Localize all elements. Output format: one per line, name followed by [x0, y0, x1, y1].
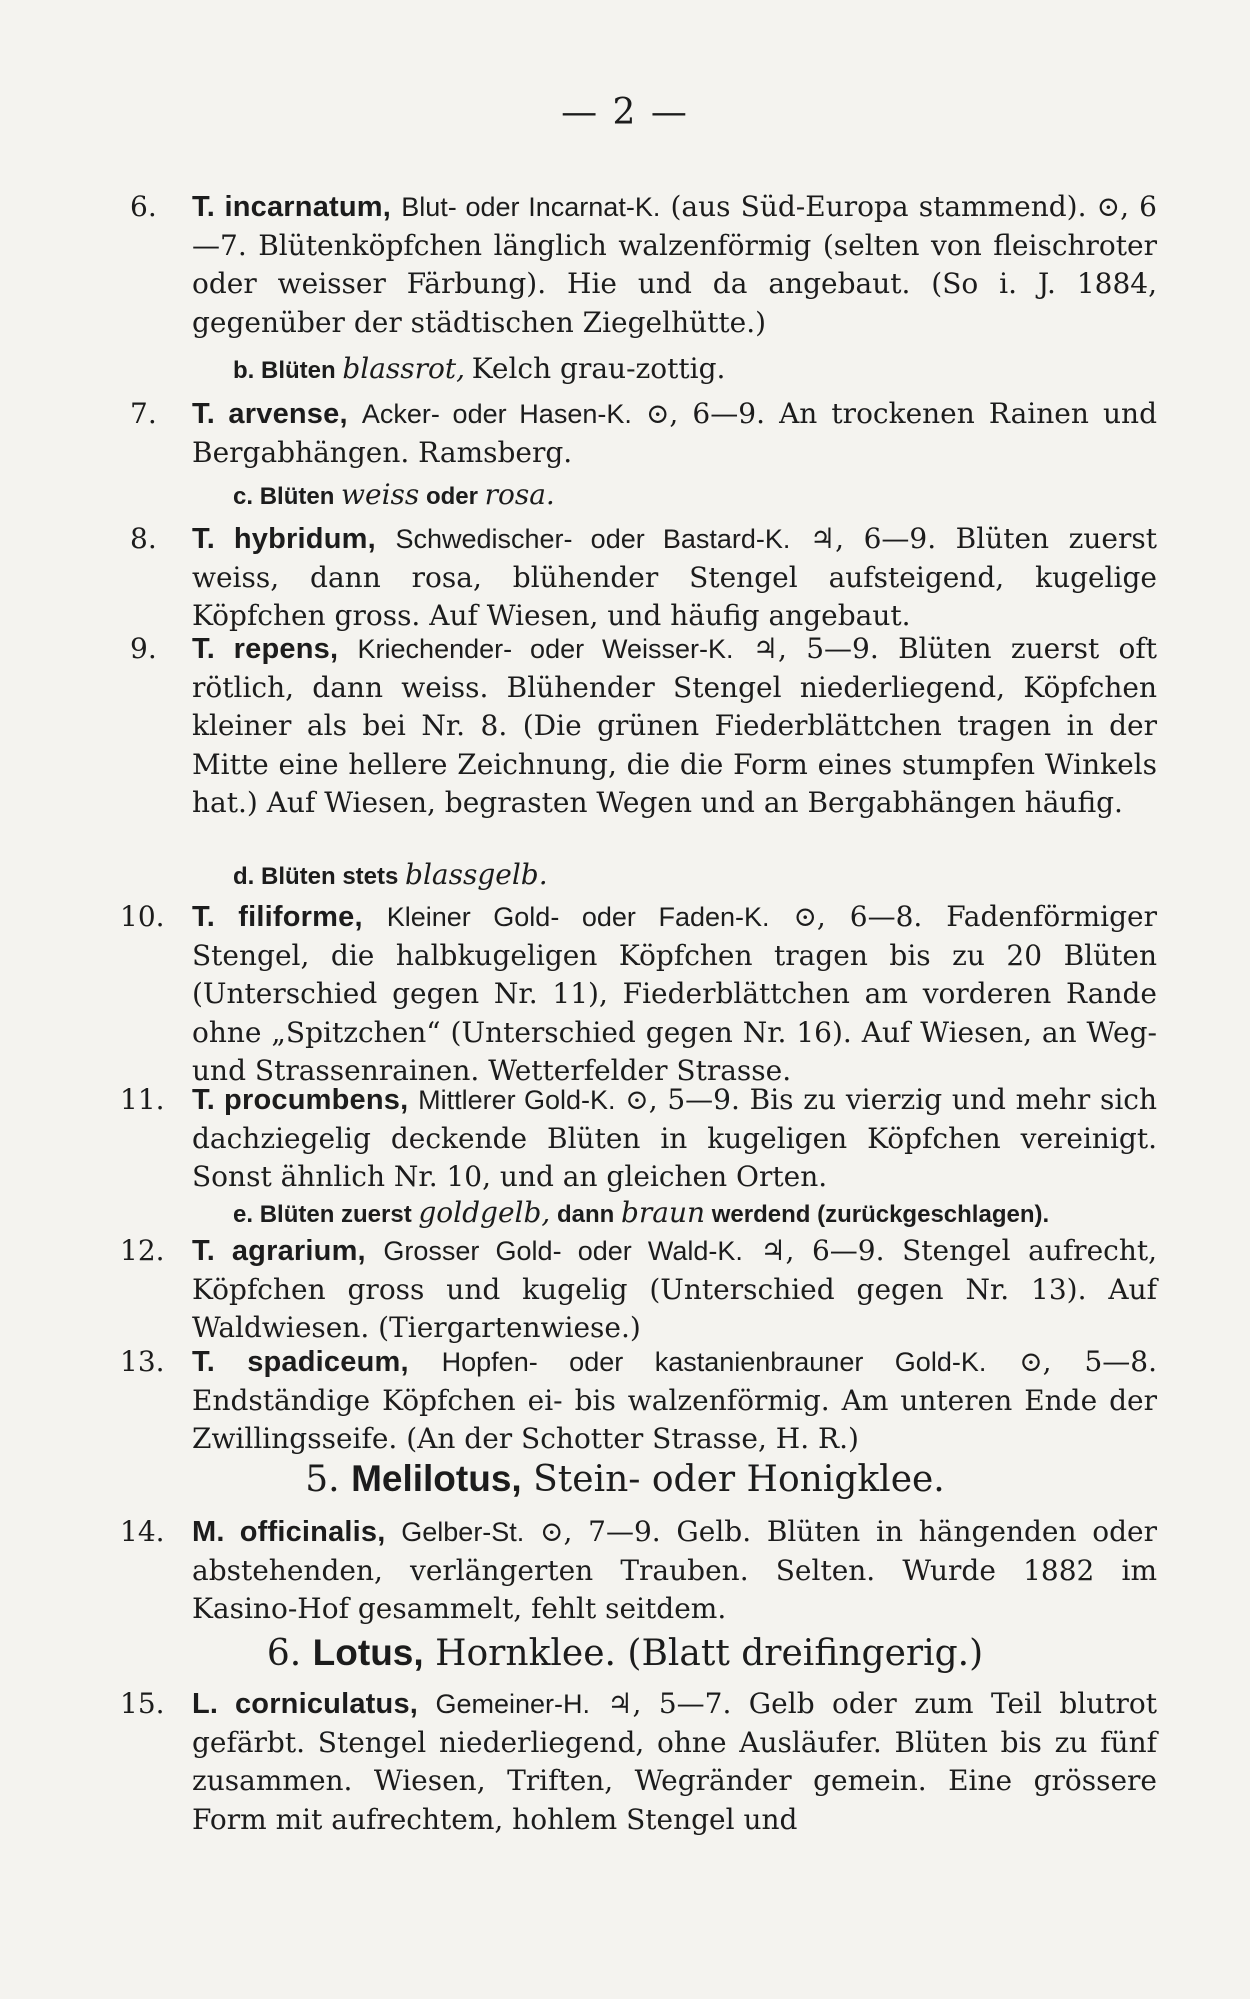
subheading-color: braun: [620, 1196, 706, 1229]
entry-text: ♃, 6—9. Stengel aufrecht, Köpfchen gross und kugelig (Unterschied gegen Nr. 13). Auf Waldwiesen. (Tiergartenwiese.): [192, 1234, 1158, 1344]
entry-7: [130, 395, 1157, 472]
entry-13: [120, 1343, 1157, 1459]
entry-12: [120, 1232, 1158, 1348]
species-name: M. officinalis,: [192, 1516, 386, 1548]
entry-number: 10.: [120, 900, 165, 933]
entry-text: ⊙, 6—9. An trockenen Rainen und Bergabhängen. Ramsberg.: [192, 397, 1157, 469]
subheading-letter: c.: [233, 483, 254, 510]
subheading-text: oder: [425, 483, 478, 510]
entry-text: ⊙, 5—9. Bis zu vierzig und mehr sich dachziegelig deckende Blüten in kugeligen Köpfchen vereinigt. Sonst ähnlich Nr. 10, und an gleichen Orten.: [192, 1083, 1157, 1193]
genus-heading-melilotus: [0, 1457, 1250, 1502]
common-name: Schwedischer- oder Bastard-K.: [395, 524, 791, 554]
entry-text: ♃, 5—9. Blüten zuerst oft rötlich, dann weiss. Blühender Stengel niederliegend, Köpfchen kleiner als bei Nr. 8. (Die grünen Fiederblättchen tragen in der Mitte eine hellere Zeichnung, die die Form eines stumpfen Winkels hat.) Auf Wiesen, begrasten Wegen und an Bergabhängen häufig.: [192, 632, 1158, 819]
entry-text: ⊙, 5—8. Endständige Köpfchen ei- bis walzenförmig. Am unteren Ende der Zwillingsseife. (An der Schotter Strasse, H. R.): [192, 1345, 1157, 1455]
entry-6: [130, 188, 1157, 342]
subheading-b: [233, 352, 1153, 385]
common-name: Mittlerer Gold-K.: [418, 1085, 616, 1115]
entry-number: 6.: [130, 190, 157, 223]
genus-number: 5.: [305, 1459, 340, 1500]
subheading-text: dann: [556, 1201, 615, 1228]
subheading-text: Blüten: [259, 483, 335, 510]
common-name: Hopfen- oder kastanienbrauner Gold-K.: [441, 1347, 987, 1377]
entry-number: 14.: [120, 1515, 165, 1548]
genus-name: Melilotus,: [351, 1458, 522, 1499]
entry-number: 7.: [130, 397, 157, 430]
common-name: Kleiner Gold- oder Faden-K.: [386, 902, 770, 932]
subheading-e: [233, 1196, 1153, 1229]
entry-text: ⊙, 7—9. Gelb. Blüten in hängenden oder abstehenden, verlängerten Trauben. Selten. Wurde 1882 im Kasino-Hof gesammelt, fehlt seitdem.: [192, 1515, 1158, 1625]
genus-common-name: Stein- oder Honigklee.: [533, 1459, 945, 1500]
entry-number: 9.: [130, 632, 157, 665]
subheading-text: Blüten zuerst: [259, 1201, 412, 1228]
species-name: T. filiforme,: [192, 901, 363, 933]
species-name: T. agrarium,: [192, 1235, 366, 1267]
species-name: T. hybridum,: [192, 523, 376, 555]
species-name: T. procumbens,: [192, 1084, 409, 1116]
entry-9: [130, 630, 1158, 823]
entry-15: [120, 1685, 1158, 1839]
species-name: T. spadiceum,: [192, 1346, 409, 1378]
species-name: T. incarnatum,: [192, 191, 392, 223]
entry-number: 13.: [120, 1345, 165, 1378]
subheading-c: [233, 478, 1153, 511]
subheading-letter: e.: [233, 1201, 254, 1228]
entry-text: ♃, 5—7. Gelb oder zum Teil blutrot gefärbt. Stengel niederliegend, ohne Ausläufer. Blüten bis zu fünf zusammen. Wiesen, Triften, Wegränder gemein. Eine grössere Form mit aufrechtem, hohlem Stengel und: [192, 1687, 1158, 1836]
entry-number: 15.: [120, 1687, 165, 1720]
genus-heading-lotus: [0, 1631, 1250, 1676]
common-name: Kriechender- oder Weisser-K.: [357, 634, 734, 664]
entry-text: ♃, 6—9. Blüten zuerst weiss, dann rosa, blühender Stengel aufsteigend, kugelige Köpfchen gross. Auf Wiesen, und häufig angebaut.: [192, 522, 1158, 632]
common-name: Gelber-St.: [401, 1517, 525, 1547]
entry-number: 8.: [130, 522, 157, 555]
subheading-color: goldgelb,: [418, 1196, 551, 1229]
common-name: Grosser Gold- oder Wald-K.: [383, 1236, 743, 1266]
genus-common-name: Hornklee. (Blatt dreifingerig.): [435, 1633, 984, 1674]
genus-number: 6.: [266, 1633, 302, 1674]
subheading-color: blassgelb.: [405, 858, 548, 891]
entry-8: [130, 520, 1158, 636]
subheading-d: [233, 858, 1153, 891]
entry-number: 11.: [120, 1083, 165, 1116]
subheading-letter: b.: [233, 357, 255, 384]
page-number: — 2 —: [561, 92, 689, 133]
species-name: T. repens,: [192, 633, 339, 665]
entry-14: [120, 1513, 1158, 1629]
entry-10: [120, 898, 1157, 1091]
subheading-color: weiss: [341, 478, 420, 511]
genus-name: Lotus,: [312, 1632, 424, 1673]
common-name: Blut- oder Incarnat-K.: [401, 192, 661, 222]
entry-text: ⊙, 6—8. Fadenförmiger Stengel, die halbkugeligen Köpfchen tragen bis zu 20 Blüten (Unterschied gegen Nr. 11), Fiederblättchen am vorderen Rande ohne „Spitzchen“ (Unterschied gegen Nr. 16). Auf Wiesen, an Weg- und Strassenrainen. Wetterfelder Strasse.: [192, 900, 1157, 1087]
species-name: T. arvense,: [192, 398, 348, 430]
subheading-text: Kelch grau-zottig.: [471, 352, 726, 385]
subheading-text: Blüten: [261, 357, 336, 384]
common-name: Acker- oder Hasen-K.: [361, 399, 632, 429]
entry-11: [120, 1081, 1157, 1197]
subheading-color: rosa.: [484, 478, 555, 511]
subheading-letter: d.: [233, 863, 255, 890]
entry-text: (aus Süd-Europa stammend). ⊙, 6—7. Blütenköpfchen länglich walzenförmig (selten von fleischroter oder weisser Färbung). Hie und da angebaut. (So i. J. 1884, gegenüber der städtischen Ziegelhütte.): [192, 190, 1157, 339]
subheading-text: werdend (zurückgeschlagen).: [711, 1201, 1050, 1228]
subheading-color: blassrot,: [342, 352, 466, 385]
entry-number: 12.: [120, 1234, 165, 1267]
subheading-text: Blüten stets: [261, 863, 399, 890]
species-name: L. corniculatus,: [192, 1688, 419, 1720]
common-name: Gemeiner-H.: [435, 1689, 591, 1719]
